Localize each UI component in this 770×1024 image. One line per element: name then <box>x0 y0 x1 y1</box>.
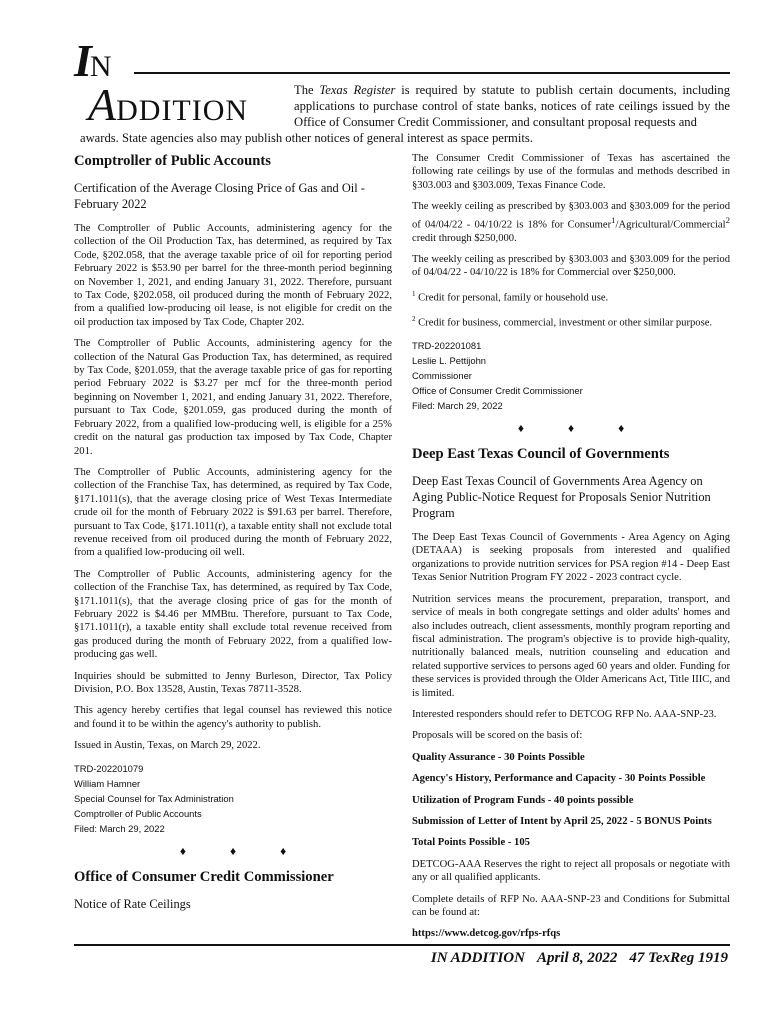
footer-rule <box>74 944 730 946</box>
diamond-icon: ♦ <box>280 843 287 858</box>
section-separator <box>412 422 730 435</box>
detcog-url-link[interactable]: https://www.detcog.gov/rfps-rfqs <box>412 928 561 940</box>
detcog-paragraph-details: Complete details of RFP No. AAA-SNP-23 and Conditions for Submittal can be found at: <box>412 893 730 919</box>
diamond-icon: ♦ <box>229 843 237 858</box>
footnote-1: $^1$ Credit for personal, family or household use. <box>412 289 609 304</box>
scoring-criterion: Utilization of Program Funds - 40 points possible <box>412 794 634 806</box>
masthead <box>74 35 730 148</box>
scoring-criterion: Submission of Letter of Intent by April 25, 2022 - 5 BONUS Points <box>412 815 712 827</box>
comptroller-issued: Issued in Austin, Texas, on March 29, 2022. <box>74 740 261 752</box>
signer-agency: Comptroller of Public Accounts <box>74 808 202 820</box>
occc-signature-block <box>412 338 730 414</box>
filed-date: Filed: March 29, 2022 <box>412 400 503 412</box>
footer-date: April 8, 2022 <box>536 950 618 966</box>
signer-name: William Hamner <box>74 777 141 789</box>
comptroller-heading: Comptroller of Public Accounts <box>74 153 271 169</box>
trd-number: TRD-202201079 <box>74 762 144 774</box>
occc-heading: Office of Consumer Credit Commissioner <box>74 869 334 886</box>
detcog-subheading: Deep East Texas Council of Governments Area Agency on Aging Public-Notice Request for Proposals Senior Nutrition Program <box>412 474 711 521</box>
masthead-in: IN <box>74 35 112 86</box>
occc-subheading: Notice of Rate Ceilings <box>74 897 191 912</box>
right-column <box>412 152 730 949</box>
occc-paragraph-consumer: The weekly ceiling as prescribed by §303.003 and §303.009 for the period of 04/04/22 - 04/10/22 is 18% for Consumer$^1$/Agricultural/Commercial$^2$ credit through $250,000. <box>412 201 730 244</box>
masthead-addition: ADDITION <box>88 79 249 130</box>
scoring-criterion: Quality Assurance - 30 Points Possible <box>412 751 585 763</box>
masthead-intro-continued: awards. State agencies also may publish other notices of general interest as space permits. <box>80 131 533 145</box>
masthead-rule-top <box>134 72 730 74</box>
diamond-icon: ♦ <box>567 420 575 435</box>
masthead-intro: The Texas Register is required by statute to publish certain documents, including applications to purchase control of state banks, notices of rate ceilings issued by the Office of Consumer Credit Commissioner, and consultant proposal requests and <box>294 83 730 129</box>
comptroller-subheading: Certification of the Average Closing Price of Gas and Oil - February 2022 <box>74 181 365 211</box>
detcog-paragraph-reserves: DETCOG-AAA Reserves the right to reject all proposals or negotiate with any or all qualified applicants. <box>412 858 730 884</box>
trd-number: TRD-202201081 <box>412 339 482 351</box>
detcog-heading: Deep East Texas Council of Governments <box>412 446 670 463</box>
comptroller-signature-block <box>74 761 392 837</box>
occc-paragraph-intro: The Consumer Credit Commissioner of Texas has ascertained the following rate ceilings by use of the formulas and methods described in §303.003 and §303.009, Texas Finance Code. <box>412 153 730 191</box>
comptroller-paragraph-gas: The Comptroller of Public Accounts, administering agency for the collection of the Natural Gas Production Tax, has determined, as required by Tax Code, §201.059, that the average taxable price of gas for reporting period February 2022 is $3.27 per mcf for the three-month period beginning on November 1, 2021, and ending January 31, 2022. Therefore, pursuant to Tax Code, §201.059, gas produced during the month of February 2022, from a qualified low-producing well, is eligible for a 25% credit on the natural gas production tax imposed by Tax Code, Chapter 201. <box>74 338 392 457</box>
detcog-paragraph-services: Nutrition services means the procurement, preparation, transport, and service of meals in both congregate settings and older adults' homes and also includes outreach, client assessments, monthly program reporting and fiscal administration. The program's objective is to provide high-quality, nutritionally balanced meals, nutrition counseling and education and related supportive services to persons aged 60 years and older. Funding for these services is provided through the Older Americans Act, Title IIIC, and is limited. <box>412 593 730 699</box>
comptroller-paragraph-franchise-gas: The Comptroller of Public Accounts, administering agency for the collection of the Franchise Tax, has determined, as required by Tax Code, §171.1011(s), that the average closing price of gas for the month of February 2022 is $4.46 per MMBtu. Therefore, pursuant to Tax Code, §171.1011(r), a taxable entity shall exclude total revenue received from gas produced during the month of February 2022, from a qualified low-producing gas well. <box>74 568 392 661</box>
comptroller-paragraph-oil: The Comptroller of Public Accounts, administering agency for the collection of the Oil Production Tax, has determined, as required by Tax Code, §202.058, that the average taxable price of oil for reporting period February 2022 is $53.90 per barrel for the three-month period beginning on November 1, 2021, and ending January 31, 2022. Therefore, pursuant to Tax Code, §202.058, oil produced during the month of February 2022, from a qualified low-producing oil lease, is not eligible for credit on the oil production tax imposed by Tax Code, Chapter 202. <box>74 223 392 328</box>
diamond-icon: ♦ <box>618 420 625 435</box>
signer-name: Leslie L. Pettijohn <box>412 354 487 366</box>
comptroller-certification: This agency hereby certifies that legal counsel has reviewed this notice and found it to be within the agency's authority to publish. <box>74 705 392 730</box>
scoring-criterion: Agency's History, Performance and Capacity - 30 Points Possible <box>412 773 706 785</box>
detcog-paragraph-scoring: Proposals will be scored on the basis of: <box>412 730 583 742</box>
texas-register-title: Texas Register <box>319 83 396 97</box>
scoring-total: Total Points Possible - 105 <box>412 837 530 849</box>
comptroller-paragraph-franchise-oil: The Comptroller of Public Accounts, administering agency for the collection of the Franchise Tax, has determined, as required by Tax Code, §171.1011(s), that the average closing price of West Texas Intermediate crude oil for the month of February 2022 is $91.63 per barrel. Therefore, pursuant to Tax Code, §171.1011(r), a taxable entity shall not exclude total revenue received from oil produced during the month of February 2022, from a qualified low-producing oil well. <box>74 466 392 559</box>
signer-agency: Office of Consumer Credit Commissioner <box>412 385 583 397</box>
page-footer <box>419 950 728 967</box>
left-column <box>74 152 392 922</box>
signer-title: Special Counsel for Tax Administration <box>74 793 234 805</box>
section-separator <box>74 845 392 858</box>
diamond-icon: ♦ <box>517 420 524 435</box>
detcog-paragraph-rfp: Interested responders should refer to DETCOG RFP No. AAA-SNP-23. <box>412 708 717 720</box>
footnote-2: $^2$ Credit for business, commercial, investment or other similar purpose. <box>412 314 713 329</box>
occc-paragraph-commercial: The weekly ceiling as prescribed by §303.003 and §303.009 for the period of 04/04/22 - 04/10/22 is 18% for Commercial over $250,000. <box>412 253 730 279</box>
filed-date: Filed: March 29, 2022 <box>74 823 165 835</box>
footer-section: IN ADDITION <box>430 950 525 966</box>
diamond-icon: ♦ <box>179 843 186 858</box>
detcog-paragraph-intro: The Deep East Texas Council of Governments - Area Agency on Aging (DETAAA) is seeking proposals from interested and qualified organizations to provide nutrition services for PSA region #14 - Deep East Texas Senior Nutrition Program FY 2022 - 2023 contract cycle. <box>412 532 730 584</box>
footer-citation: 47 TexReg 1919 <box>629 950 728 966</box>
comptroller-inquiries: Inquiries should be submitted to Jenny Burleson, Director, Tax Policy Division, P.O. Box 13528, Austin, Texas 78711-3528. <box>74 670 392 695</box>
signer-title: Commissioner <box>412 370 472 382</box>
